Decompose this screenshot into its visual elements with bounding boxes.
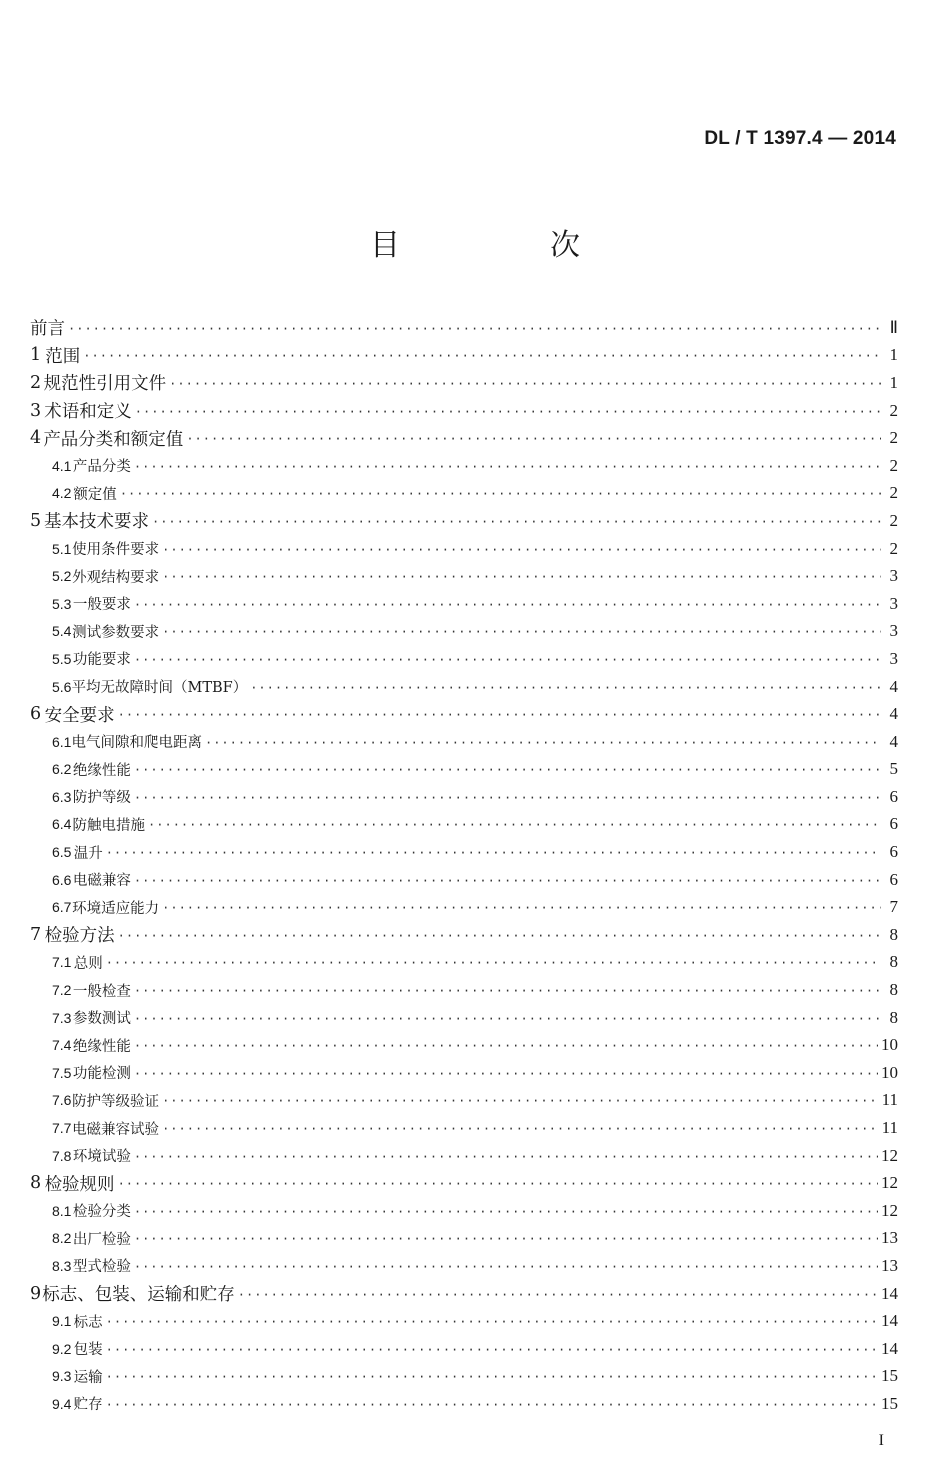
- toc-entry-title: 电磁兼容试验: [72, 1121, 160, 1138]
- toc-entry-page: 12: [881, 1145, 898, 1165]
- toc-entry[interactable]: [30, 1169, 898, 1197]
- toc-leader-dots: [238, 1288, 878, 1302]
- toc-entry-title: 检验分类: [72, 1204, 131, 1221]
- toc-leader-dots: [134, 653, 881, 667]
- toc-entry-title: 范围: [45, 346, 81, 367]
- toc-leader-dots: [134, 598, 881, 612]
- toc-entry-number: 9.4: [52, 1395, 72, 1412]
- toc-entry[interactable]: [30, 342, 898, 370]
- toc-leader-dots: [162, 570, 881, 584]
- toc-leader-dots: [134, 763, 881, 777]
- toc-entry[interactable]: [30, 1363, 898, 1391]
- toc-entry-page: 6: [889, 842, 898, 862]
- toc-entry[interactable]: [30, 618, 898, 646]
- toc-entry-page: 13: [881, 1255, 898, 1275]
- toc-entry-number: 5.2: [52, 568, 72, 585]
- toc-entry-title: 前言: [30, 319, 65, 340]
- toc-entry-page: 6: [889, 869, 898, 889]
- toc-entry-title: 平均无故障时间（MTBF）: [71, 680, 248, 697]
- toc-entry-page: 1: [889, 372, 898, 392]
- toc-leader-dots: [162, 1094, 879, 1108]
- toc-entry[interactable]: [30, 1280, 898, 1308]
- toc-entry[interactable]: [30, 1225, 898, 1253]
- toc-entry[interactable]: [30, 1004, 898, 1032]
- toc-entry-number: 6.4: [52, 816, 72, 833]
- toc-entry-title: 安全要求: [44, 705, 115, 726]
- toc-entry-title: 包装: [73, 1342, 103, 1359]
- toc-entry-number: 7.5: [52, 1064, 72, 1081]
- document-code: DL / T 1397.4 — 2014: [704, 128, 896, 149]
- toc-entry-page: 3: [889, 566, 898, 586]
- toc-entry[interactable]: [30, 921, 898, 949]
- toc-entry-title: 检验规则: [44, 1174, 115, 1195]
- toc-entry[interactable]: [30, 838, 898, 866]
- toc-leader-dots: [118, 1177, 878, 1191]
- toc-leader-dots: [186, 432, 881, 446]
- toc-entry-title: 电磁兼容: [72, 873, 131, 890]
- toc-entry-page: 2: [889, 510, 898, 530]
- page-title: 目 次: [370, 228, 640, 263]
- toc-entry[interactable]: [30, 893, 898, 921]
- toc-leader-dots: [148, 818, 881, 832]
- toc-entry-page: 14: [881, 1283, 898, 1303]
- toc-leader-dots: [106, 1315, 878, 1329]
- toc-entry-title: 检验方法: [44, 926, 115, 947]
- toc-entry-title: 外观结构要求: [72, 569, 160, 586]
- toc-entry-page: 12: [881, 1200, 898, 1220]
- toc-entry-number: 7.3: [52, 1009, 72, 1026]
- toc-entry-title: 一般检查: [72, 983, 131, 1000]
- toc-leader-dots: [152, 515, 881, 529]
- toc-leader-dots: [162, 543, 881, 557]
- toc-entry-title: 防护等级验证: [72, 1093, 160, 1110]
- toc-entry-title: 防护等级: [72, 790, 131, 807]
- toc-entry-title: 型式检验: [72, 1259, 131, 1276]
- toc-leader-dots: [205, 736, 881, 750]
- toc-entry[interactable]: [30, 452, 898, 480]
- toc-entry-number: 9.3: [52, 1368, 72, 1385]
- toc-leader-dots: [135, 405, 881, 419]
- toc-leader-dots: [169, 377, 881, 391]
- toc-entry[interactable]: [30, 1114, 898, 1142]
- toc-entry-title: 产品分类和额定值: [43, 429, 184, 450]
- toc-entry-number: 9.1: [52, 1313, 72, 1330]
- toc-leader-dots: [134, 984, 881, 998]
- toc-entry-title: 温升: [73, 845, 103, 862]
- toc-entry[interactable]: [30, 783, 898, 811]
- toc-entry-title: 环境适应能力: [72, 900, 160, 917]
- toc-entry[interactable]: [30, 535, 898, 563]
- toc-leader-dots: [120, 487, 881, 501]
- toc-entry[interactable]: [30, 866, 898, 894]
- toc-leader-dots: [134, 1232, 878, 1246]
- toc-leader-dots: [134, 1260, 878, 1274]
- toc-entry[interactable]: [30, 424, 898, 452]
- toc-entry-page: 15: [881, 1366, 898, 1386]
- toc-entry-title: 测试参数要求: [72, 624, 160, 641]
- toc-entry-number: 8.3: [52, 1257, 72, 1274]
- toc-entry-number: 8.2: [52, 1230, 72, 1247]
- toc-entry[interactable]: [30, 700, 898, 728]
- toc-entry-number: 9.2: [52, 1340, 72, 1357]
- toc-entry[interactable]: [30, 590, 898, 618]
- toc-entry-page: 10: [881, 1062, 898, 1082]
- toc-entry-number: 5.3: [52, 595, 72, 612]
- toc-entry-title: 绝缘性能: [72, 1038, 131, 1055]
- toc-entry-title: 标志: [73, 1314, 103, 1331]
- toc-leader-dots: [250, 681, 881, 695]
- toc-entry-page: 8: [889, 980, 898, 1000]
- toc-leader-dots: [134, 460, 881, 474]
- toc-entry[interactable]: [30, 1252, 898, 1280]
- toc-leader-dots: [106, 1398, 878, 1412]
- toc-entry-number: 5: [30, 510, 42, 531]
- toc-entry-number: 7.8: [52, 1147, 72, 1164]
- toc-entry-number: 6.5: [52, 844, 72, 861]
- toc-entry[interactable]: [30, 1390, 898, 1418]
- toc-entry[interactable]: [30, 949, 898, 977]
- toc-entry-page: 3: [889, 593, 898, 613]
- toc-entry-page: 12: [881, 1173, 898, 1193]
- toc-entry[interactable]: [30, 480, 898, 508]
- toc-entry-number: 6.2: [52, 761, 72, 778]
- toc-entry-title: 运输: [73, 1369, 103, 1386]
- toc-entry-number: 7.1: [52, 954, 72, 971]
- toc-entry[interactable]: [30, 1142, 898, 1170]
- toc-entry[interactable]: [30, 673, 898, 701]
- page-number: I: [878, 1432, 884, 1449]
- toc-entry-page: 6: [889, 786, 898, 806]
- toc-entry[interactable]: [30, 1087, 898, 1115]
- toc-leader-dots: [134, 791, 881, 805]
- toc-entry-page: 2: [889, 428, 898, 448]
- toc-entry-title: 绝缘性能: [72, 762, 131, 779]
- toc-entry[interactable]: [30, 976, 898, 1004]
- toc-entry-title: 电气间隙和爬电距离: [71, 735, 202, 752]
- toc-entry[interactable]: [30, 1335, 898, 1363]
- toc-entry-number: 5.5: [52, 650, 72, 667]
- toc-entry-number: 3: [30, 400, 42, 421]
- toc-leader-dots: [106, 1343, 878, 1357]
- toc-entry-title: 环境试验: [72, 1149, 131, 1166]
- toc-entry-number: 1: [30, 345, 42, 366]
- toc-entry-number: 6.3: [52, 788, 72, 805]
- toc-entry-title: 使用条件要求: [72, 542, 160, 559]
- toc-entry-number: 6: [30, 704, 42, 725]
- toc-entry-page: 15: [881, 1393, 898, 1413]
- toc-entry-title: 额定值: [73, 486, 117, 503]
- toc-leader-dots: [134, 1012, 881, 1026]
- toc-leader-dots: [106, 846, 881, 860]
- toc-entry[interactable]: [30, 369, 898, 397]
- toc-entry-number: 5.4: [52, 623, 72, 640]
- toc-entry-page: 3: [889, 621, 898, 641]
- toc-entry[interactable]: [30, 397, 898, 425]
- toc-leader-dots: [162, 901, 881, 915]
- toc-entry[interactable]: [30, 1197, 898, 1225]
- toc-entry[interactable]: [30, 1031, 898, 1059]
- toc-entry-title: 出厂检验: [72, 1231, 131, 1248]
- toc-entry-number: 7: [30, 924, 42, 945]
- toc-entry[interactable]: [30, 811, 898, 839]
- toc-leader-dots: [83, 349, 881, 363]
- toc-entry-title: 贮存: [73, 1397, 103, 1414]
- table-of-contents: [30, 314, 898, 1418]
- toc-entry-page: 4: [889, 704, 898, 724]
- toc-entry-page: 2: [889, 538, 898, 558]
- toc-leader-dots: [134, 874, 881, 888]
- toc-entry-page: 10: [881, 1035, 898, 1055]
- toc-entry-number: 7.4: [52, 1037, 72, 1054]
- toc-entry-title: 一般要求: [72, 597, 131, 614]
- toc-entry[interactable]: [30, 1307, 898, 1335]
- toc-entry-title: 功能检测: [72, 1066, 131, 1083]
- toc-entry-number: 5.6: [52, 678, 72, 695]
- toc-leader-dots: [162, 1122, 879, 1136]
- toc-entry-number: 9: [30, 1283, 42, 1304]
- toc-entry-page: 7: [889, 897, 898, 917]
- toc-entry-page: 8: [889, 952, 898, 972]
- toc-leader-dots: [118, 708, 881, 722]
- toc-entry-number: 6.7: [52, 899, 72, 916]
- toc-entry-page: 3: [889, 648, 898, 668]
- toc-entry-title: 功能要求: [72, 652, 131, 669]
- toc-entry-title: 参数测试: [72, 1011, 131, 1028]
- toc-entry-title: 规范性引用文件: [43, 374, 167, 395]
- toc-entry-page: 11: [881, 1090, 898, 1110]
- toc-entry-title: 产品分类: [72, 459, 131, 476]
- toc-entry-page: 2: [889, 400, 898, 420]
- toc-leader-dots: [118, 929, 881, 943]
- toc-entry-page: 2: [889, 455, 898, 475]
- toc-entry-page: 4: [889, 731, 898, 751]
- toc-entry-number: 2: [30, 372, 42, 393]
- toc-entry-number: 4.2: [52, 485, 72, 502]
- toc-leader-dots: [134, 1150, 878, 1164]
- toc-entry-page: 8: [889, 1007, 898, 1027]
- toc-entry-number: 8: [30, 1173, 42, 1194]
- toc-entry[interactable]: [30, 728, 898, 756]
- toc-entry[interactable]: [30, 756, 898, 784]
- toc-entry-number: 8.1: [52, 1202, 72, 1219]
- toc-leader-dots: [106, 1370, 878, 1384]
- toc-entry-page: 1: [889, 345, 898, 365]
- toc-entry-number: 4: [30, 428, 42, 449]
- toc-leader-dots: [134, 1205, 878, 1219]
- toc-entry-page: Ⅱ: [889, 317, 898, 337]
- toc-entry[interactable]: [30, 314, 898, 342]
- toc-entry-title: 总则: [73, 955, 103, 972]
- toc-entry-number: 7.2: [52, 982, 72, 999]
- toc-entry-title: 术语和定义: [44, 402, 132, 423]
- toc-entry-number: 4.1: [52, 457, 72, 474]
- toc-entry-page: 14: [881, 1338, 898, 1358]
- toc-leader-dots: [162, 625, 881, 639]
- toc-entry-page: 11: [881, 1118, 898, 1138]
- toc-leader-dots: [68, 322, 881, 336]
- toc-entry-title: 基本技术要求: [43, 512, 149, 533]
- toc-entry-number: 7.6: [52, 1092, 72, 1109]
- toc-leader-dots: [134, 1067, 878, 1081]
- toc-entry[interactable]: [30, 562, 898, 590]
- toc-entry-page: 14: [881, 1311, 898, 1331]
- toc-entry-number: 6.1: [52, 733, 72, 750]
- toc-entry-page: 5: [889, 759, 898, 779]
- toc-entry-title: 标志、包装、运输和贮存: [42, 1285, 235, 1306]
- toc-entry-number: 5.1: [52, 540, 72, 557]
- toc-leader-dots: [106, 956, 881, 970]
- toc-entry-page: 6: [889, 814, 898, 834]
- toc-entry[interactable]: [30, 645, 898, 673]
- toc-leader-dots: [134, 1039, 878, 1053]
- toc-entry-title: 防触电措施: [72, 817, 146, 834]
- toc-entry-page: 4: [889, 676, 898, 696]
- toc-entry[interactable]: [30, 1059, 898, 1087]
- toc-entry[interactable]: [30, 507, 898, 535]
- toc-entry-page: 13: [881, 1228, 898, 1248]
- toc-entry-page: 8: [889, 924, 898, 944]
- toc-entry-number: 7.7: [52, 1120, 72, 1137]
- toc-entry-number: 6.6: [52, 871, 72, 888]
- toc-entry-page: 2: [889, 483, 898, 503]
